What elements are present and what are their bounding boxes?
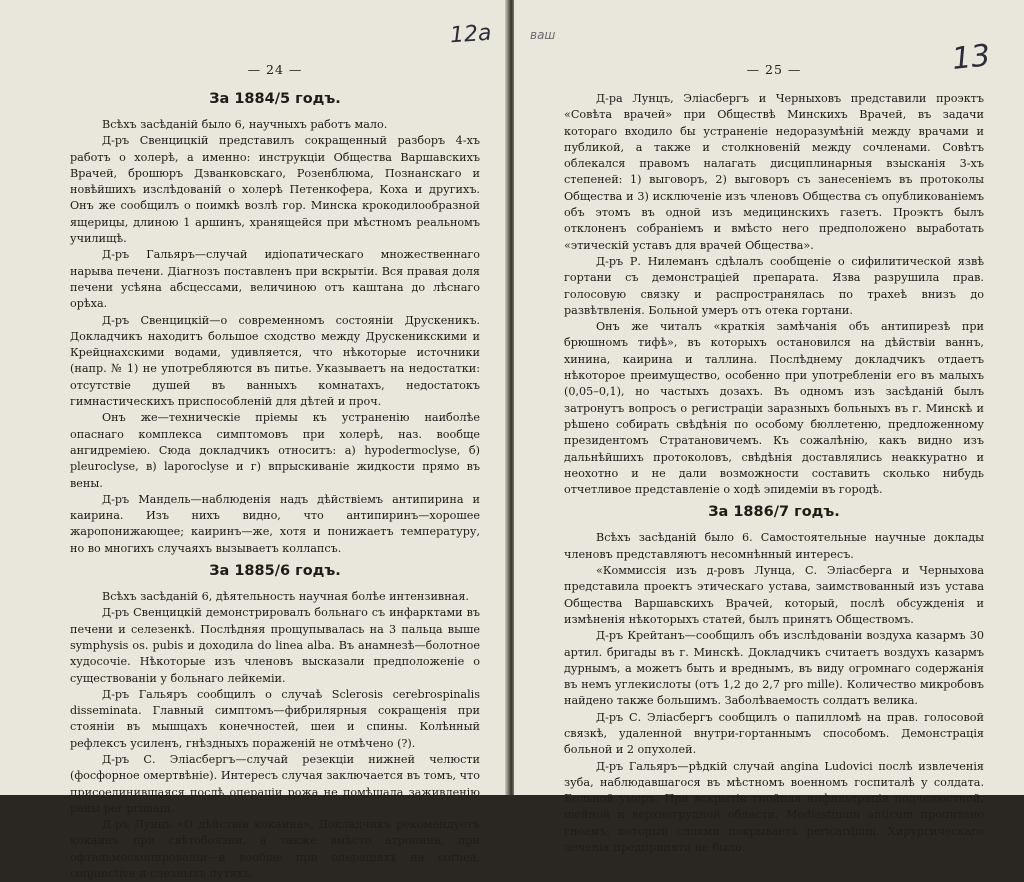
handwritten-faint-mark: ваш	[530, 28, 556, 42]
paragraph: Д-ръ Р. Нилеманъ сдѣлалъ сообщеніе о сифилитической язвѣ гортани съ демонстраціей препарата. Язва разрушила прав. голосовую связку и распространялась по трахеѣ внизъ до развѣтвленія. Больной умеръ отъ отека гортани.	[564, 254, 984, 317]
paragraph: «Коммиссія изъ д-ровъ Лунца, С. Эліасберга и Черныхова представила проектъ этическаго устава, заимствованный изъ устава Общества Варшавскихъ Врачей, который, послѣ обсужденія и измѣненія нѣкоторыхъ статей, былъ принятъ Обществомъ.	[564, 564, 984, 626]
left-page	[0, 0, 508, 881]
paragraph: Онъ же читалъ «краткія замѣчанія объ антипирезѣ при брюшномъ тифѣ», въ которыхъ остановился на дѣйствіи ваннъ, хинина, каирина и таллина. Послѣднему докладчикъ отдаетъ нѣкоторое преимущество, особенно при употребленіи его въ малыхъ (0,05–0,1), но частыхъ дозахъ. Въ одномъ изъ засѣданій былъ затронутъ вопросъ о регистраціи заразныхъ больныхъ въ г. Минскѣ и рѣшено собирать свѣдѣнія по особому бюллетеню, предложенному президентомъ Стратановичемъ. Къ сожалѣнію, какъ видно изъ дальнѣйшихъ протоколовъ, свѣдѣнія доставлялись неаккуратно и неохотно и не дали возможности составить сколько нибудь отчетливое представленіе о ходѣ эпидеміи въ городѣ.	[564, 320, 984, 497]
handwritten-page-mark-left: 12а	[449, 20, 493, 49]
paragraph: Онъ же—техническіе пріемы къ устраненію наиболѣе опаснаго комплекса симптомовъ при холерѣ, наз. вообще ангидреміею. Сюда докладчикъ относитъ: а) hypodermoclyse, б) pleuroclyse, в) laporoclyse и г) впрыскиваніе жидкости прямо въ вены.	[70, 411, 480, 490]
paragraph: Д-ръ Мандель—наблюденія надъ дѣйствіемъ антипирина и каирина. Изъ нихъ видно, что антипиринъ—хорошее жаропонижающее; каиринъ—же, хотя и понижаетъ температуру, но во многихъ случаяхъ вызываетъ коллапсъ.	[70, 492, 480, 555]
paragraph: Д-ръ Лунцъ «О дѣйствіи кокаина». Докладчикъ рекомендуетъ кокаинъ при свѣтобоязни, а также вмѣсто атропина, при офтальмоскопированіи—и вообще при операціяхъ на cornea, conjunctiva и слезныхъ путяхъ.	[70, 818, 480, 881]
paragraph: Всѣхъ засѣданій 6, дѣятельность научная болѣе интензивная.	[102, 590, 469, 604]
section-heading-1886: За 1886/7 годъ.	[708, 504, 840, 521]
section-heading-1884: За 1884/5 годъ.	[209, 91, 341, 107]
paragraph: Д-ръ С. Эліасбергъ сообщилъ о папилломѣ на прав. голосовой связкѣ, удаленной внутри-гортаннымъ способомъ. Демонстрація больной и 2 опухолей.	[564, 710, 984, 757]
page-number-right: — 25 —	[746, 62, 802, 77]
section-heading-1885: За 1885/6 годъ.	[209, 563, 341, 580]
handwritten-page-mark-right: 13	[950, 38, 992, 77]
paragraph: Д-ръ Гальяръ—рѣдкій случай angina Ludovici послѣ извлеченія зуба, наблюдавшагося въ мѣстномъ военномъ госпиталѣ у солдата. Больной умеръ. При вскрытіи гнойная инфильтрація подчелюстной, шейной и верхнегрудной области. Mediastinum anticum пропитано гноемъ, который слоями покрываетъ pericardium. Хирургическаго леченія предпринято не было.	[564, 759, 984, 855]
paragraph: Д-ръ Свенцицкій—о современномъ состояніи Друскеникъ. Докладчикъ находитъ большое сходство между Друскеникскими и Крейцнахскими водами, удивляется, что нѣкоторые источники (напр. № 1) не употребляются въ питье. Указываетъ на недостатки: отсутствіе душей въ ванныхъ комнатахъ, недостатокъ гимнастическихъ приспособленій для дѣтей и проч.	[70, 313, 480, 409]
paragraph: Д-ръ Гальяръ—случай идіопатическаго множественнаго нарыва печени. Діагнозъ поставленъ при вскрытіи. Вся правая доля печени усѣяна абсцессами, величиною отъ каштана до лѣснаго орѣха.	[70, 248, 480, 311]
paragraph: Д-ра Лунцъ, Эліасбергъ и Черныховъ представили проэктъ «Совѣта врачей» при Обществѣ Минскихъ Врачей, въ задачи котораго входило бы устраненіе недоразумѣній между врачами и публикой, а также и столкновеній между сочленами. Совѣтъ облекался правомъ налагать дисциплинарныя взысканія 3-хъ степеней: 1) выговоръ, 2) выговоръ съ занесеніемъ въ протоколы Общества и 3) исключеніе изъ членовъ Общества съ опубликованіемъ объ этомъ въ одной изъ медицинскихъ газетъ. Проэктъ былъ отклоненъ собраніемъ и вмѣсто него предположено выработать «этическій уставъ для врачей Общества».	[564, 92, 984, 252]
paragraph: Всѣхъ засѣданій было 6, научныхъ работъ мало.	[102, 118, 388, 131]
paragraph: Д-ръ Гальяръ сообщилъ о случаѣ Sclerosis cerebrospinalis disseminata. Главный симптомъ—фибрилярныя сокращенія при стояніи въ мышцахъ конечностей, шеи и спины. Колѣнный рефлексъ усиленъ, гнѣздныхъ пораженій не отмѣчено (?).	[70, 687, 480, 750]
page-number-left: — 24 —	[247, 62, 303, 77]
paragraph: Д-ръ Свенцицкій представилъ сокращенный разборъ 4-хъ работъ о холерѣ, а именно: инструкціи Общества Варшавскихъ Врачей, брошюръ Дзванковскаго, Розенблюма, Познанскаго и новѣйшихъ изслѣдованій о холерѣ Петенкофера, Коха и другихъ. Онъ же сообщилъ о поимкѣ возлѣ гор. Минска крокодилообразной ящерицы, длиною 1 аршинъ, хранящейся при мѣстномъ реальномъ училищѣ.	[70, 134, 480, 246]
paragraph: Д-ръ С. Эліасбергъ—случай резекціи нижней челюсти (фосфорное омертвѣніе). Интересъ случая заключается въ томъ, что присоединившаяся послѣ операціи рожа не помѣшала заживленію раны per primam.	[70, 752, 480, 815]
paragraph: Д-ръ Крейтанъ—сообщилъ объ изслѣдованіи воздуха казармъ 30 артил. бригады въ г. Минскѣ. Докладчикъ считаетъ воздухъ казармъ дурнымъ, а можетъ быть и вреднымъ, въ виду огромнаго содержанія въ немъ углекислоты (отъ 1,2 до 2,7 pro mille). Количество микробовъ найдено также большимъ. Заболѣваемость солдатъ велика.	[564, 629, 984, 708]
paragraph: Всѣхъ засѣданій было 6. Самостоятельные научные доклады членовъ представляютъ несомнѣнный интересъ.	[564, 531, 984, 561]
paragraph: Д-ръ Свенцицкій демонстрировалъ больнаго съ инфарктами въ печени и селезенкѣ. Послѣдняя прощупывалась на 3 пальца выше symphysis os. pubis и доходила do linea alba. Въ анамнезѣ—болотное худосочіе. Нѣкоторые изъ членовъ высказали предположеніе о существованіи у больнаго лейкеміи.	[70, 606, 480, 685]
right-page	[514, 0, 1024, 855]
